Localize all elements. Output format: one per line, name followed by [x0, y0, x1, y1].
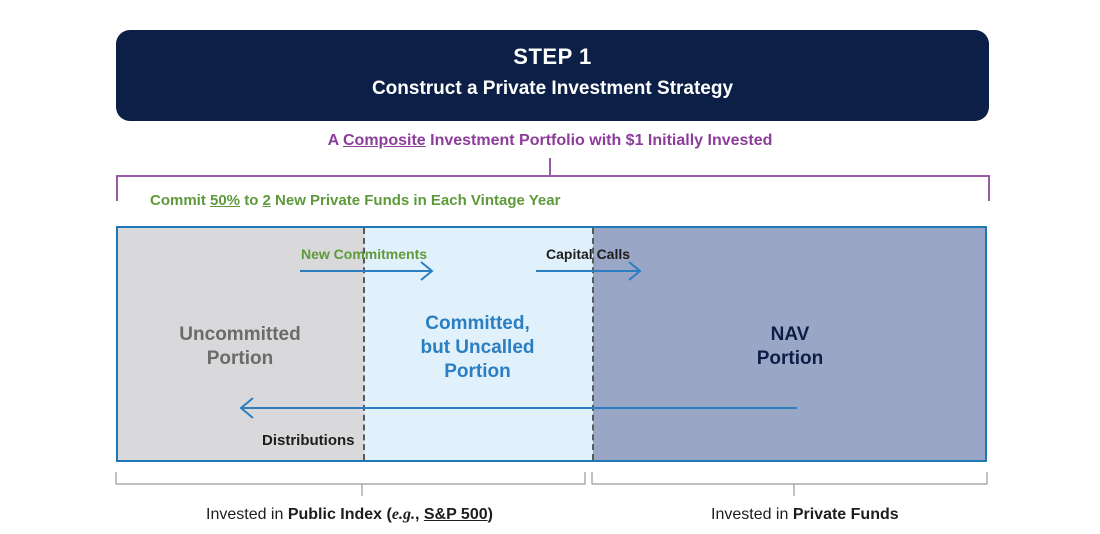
portfolio-caption-suffix: Investment Portfolio with $1 Initially Invested	[425, 132, 773, 149]
uncommitted-line-1: Uncommitted	[179, 324, 301, 345]
commitment-percent: 50%	[210, 192, 241, 209]
private-funds-bracket	[592, 472, 987, 484]
commitment-count: 2	[262, 192, 271, 209]
private-funds-caption	[711, 506, 899, 524]
commitment-suffix: New Private Funds in Each Vintage Year	[270, 192, 561, 209]
new-commitments-label: New Commitments	[301, 246, 428, 262]
nav-line-2: Portion	[756, 348, 824, 369]
commitment-prefix: Commit	[150, 192, 210, 209]
public-index-bold: Public Index	[287, 506, 383, 523]
public-index-caption	[206, 506, 493, 524]
nav-line-1: NAV	[770, 324, 810, 345]
public-index-bracket	[116, 472, 585, 484]
step-title: STEP 1	[513, 44, 592, 69]
step-subtitle: Construct a Private Investment Strategy	[371, 78, 734, 99]
portfolio-caption-emphasis: Composite	[343, 132, 426, 149]
public-index-name: S&P 500	[423, 506, 488, 523]
private-funds-bold: Private Funds	[792, 506, 899, 523]
committed-line-3: Portion	[444, 361, 511, 382]
public-index-eg: e.g.	[391, 506, 415, 523]
committed-line-2: but Uncalled	[420, 337, 535, 358]
capital-calls-label: Capital Calls	[546, 246, 631, 262]
uncommitted-line-2: Portion	[206, 348, 274, 369]
portfolio-caption-prefix: A	[327, 132, 343, 149]
public-index-open: (	[382, 506, 392, 523]
public-index-close: )	[487, 506, 493, 523]
public-index-comma: ,	[414, 506, 424, 523]
private-funds-prefix: Invested in	[711, 506, 793, 523]
distributions-label: Distributions	[262, 432, 355, 449]
commitment-middle: to	[240, 192, 263, 209]
committed-line-1: Committed,	[425, 313, 530, 334]
public-index-prefix: Invested in	[206, 506, 288, 523]
